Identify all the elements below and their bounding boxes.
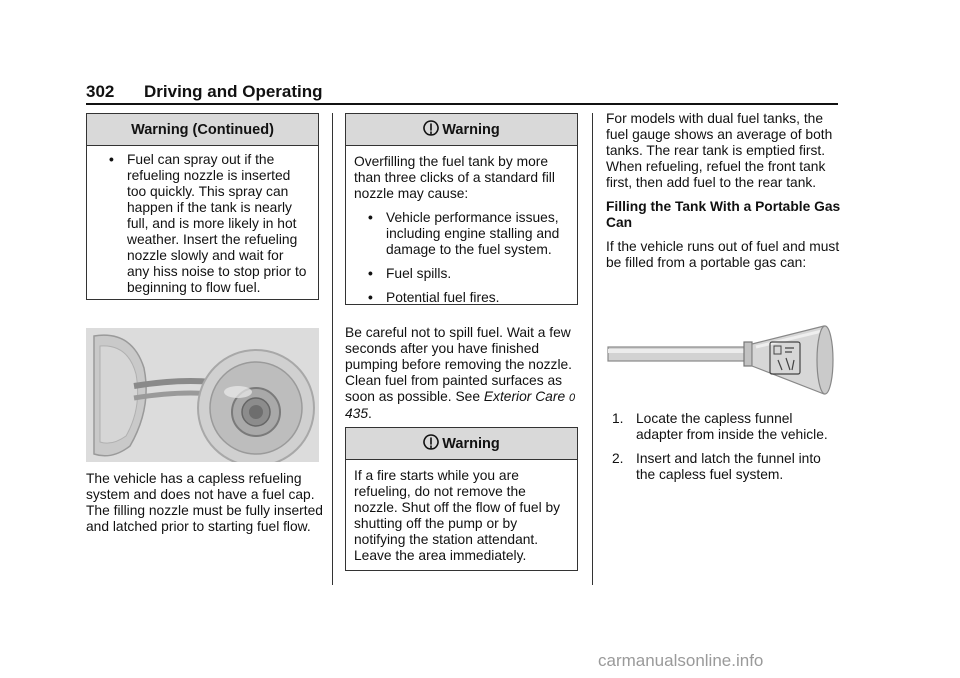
spill-text: Be careful not to spill fuel. Wait a few seconds after you have finished pumping before removing the nozzle. Clean fuel from painted surfaces as soon as possible. See xyxy=(345,325,573,404)
bullet-text: Vehicle performance issues, including engine stalling and damage to the fuel system. xyxy=(386,210,560,257)
dual-tank-paragraph: For models with dual fuel tanks, the fuel gauge shows an average of both tanks. The rear tank is emptied first. When refueling, refuel the front tank first, then add fuel to the rear tank. xyxy=(606,111,833,190)
funnel-adapter-illustration xyxy=(606,322,840,402)
column-divider-right xyxy=(592,113,593,585)
link-suffix: . xyxy=(368,406,372,421)
list-item xyxy=(606,411,842,443)
warning-overfill-box xyxy=(345,113,578,305)
steps-list xyxy=(606,411,842,491)
capless-text: The vehicle has a capless refueling system and does not have a fuel cap. The filling nozzle must be fully inserted and latched prior to starting fuel flow. xyxy=(86,471,323,534)
warning-overfill-title: Warning xyxy=(442,122,500,138)
warning-icon xyxy=(423,120,439,136)
warning-fire-body xyxy=(346,460,577,570)
warning-icon xyxy=(423,434,439,450)
bullet-text: Fuel spills. xyxy=(386,266,452,281)
warning-fire-header xyxy=(346,428,577,460)
warning-overfill-body xyxy=(346,146,577,312)
warning-continued-title: Warning (Continued) xyxy=(87,114,318,146)
list-item xyxy=(354,266,567,282)
header-rule xyxy=(86,103,838,105)
bullet-text: Fuel can spray out if the refueling nozzle is inserted too quickly. This spray can happen if the tank is nearly full, and is more likely in hot weather. Insert the refueling nozzle slowly and wait for any hiss noise to stop prior to beginning to flow fuel. xyxy=(127,152,307,295)
watermark: carmanualsonline.info xyxy=(598,651,764,670)
warning-continued-body xyxy=(87,146,318,310)
warning-continued-box xyxy=(86,113,319,300)
exterior-care-page[interactable]: 435 xyxy=(345,406,369,421)
bullet-icon: • xyxy=(368,266,373,281)
capless-paragraph xyxy=(86,471,326,543)
bullet-icon: • xyxy=(368,210,373,225)
fuel-door-illustration xyxy=(86,328,319,462)
bullet-text: Potential fuel fires. xyxy=(386,290,500,305)
exterior-care-link[interactable]: Exterior Care xyxy=(483,389,566,404)
bullet-icon: • xyxy=(368,290,373,305)
section-title: Driving and Operating xyxy=(144,82,323,101)
gas-can-intro: If the vehicle runs out of fuel and must be filled from a portable gas can: xyxy=(606,239,840,270)
list-item xyxy=(354,210,567,258)
bullet-icon: • xyxy=(109,152,114,167)
step-text: Locate the capless funnel adapter from inside the vehicle. xyxy=(636,411,828,442)
step-number: 1. xyxy=(612,411,624,426)
right-column-text xyxy=(606,111,842,279)
portable-gas-can-heading: Filling the Tank With a Portable Gas Can xyxy=(606,199,841,230)
warning-fire-box xyxy=(345,427,578,571)
warning-overfill-header xyxy=(346,114,577,146)
column-divider-left xyxy=(332,113,333,585)
list-item xyxy=(354,290,567,306)
warning-overfill-intro: Overfilling the fuel tank by more than three clicks of a standard fill nozzle may cause: xyxy=(354,154,555,201)
warning-fire-text: If a fire starts while you are refueling, do not remove the nozzle. Shut off the flow of fuel by shutting off the pump or by notifying the station attendant. Leave the area immediately. xyxy=(354,468,561,563)
page-header xyxy=(86,80,838,102)
page-ref-icon: 0 xyxy=(568,392,576,404)
list-item xyxy=(606,451,842,483)
step-number: 2. xyxy=(612,451,624,466)
step-text: Insert and latch the funnel into the capless fuel system. xyxy=(636,451,821,482)
spill-paragraph xyxy=(345,325,585,430)
list-item xyxy=(95,152,308,296)
warning-fire-title: Warning xyxy=(442,436,500,452)
spill-paragraph-text xyxy=(345,325,585,422)
page-number: 302 xyxy=(86,82,115,101)
